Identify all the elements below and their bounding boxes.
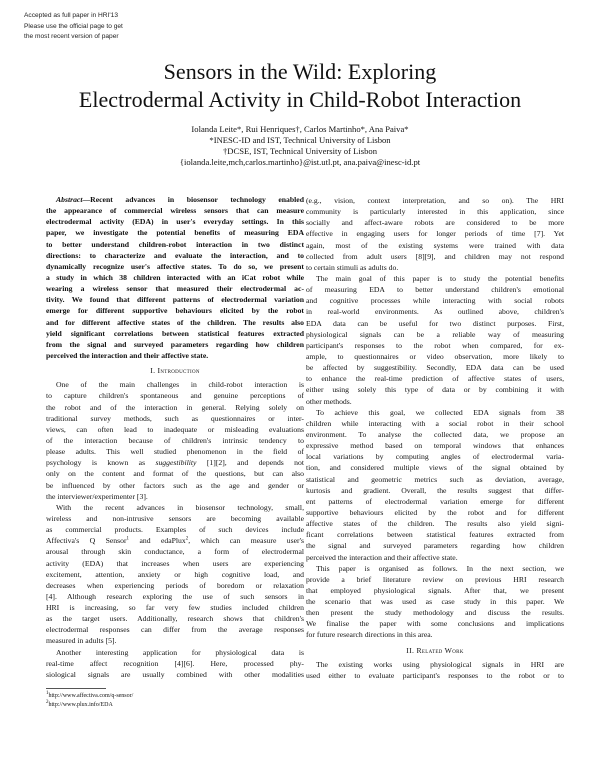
body-line: We finalise the paper with some conclusions and implications [306,619,564,629]
note-line: Please use the official page to get [24,22,123,30]
body-line: perceived the interaction and their affective state. [306,552,458,562]
body-line: ample, to questionnaires or video observation, more likely to [306,351,564,361]
body-line: local variations by computing angles of electrodermal varia- [306,452,564,462]
footnote-number: 1 [46,691,49,697]
body-line: the interviewer/experimenter [3]. [46,491,148,501]
abstract-label: Abstract [56,195,83,204]
body-line: to capture children's spontaneous and genuine perceptions of [46,391,304,401]
body-line: With the recent advances in biosensor technology, small, [56,502,304,512]
footnote-link[interactable]: http://www.affectiva.com/q-sensor/ [48,693,134,700]
note-line: the most recent version of paper [24,33,119,40]
title-line: Sensors in the Wild: Exploring [163,59,437,84]
body-line: siological signals are usually combined with other modalities [46,669,304,679]
footnote-number: 2 [46,700,49,706]
body-line: the robot and of the interaction in general. Relying solely on [46,402,304,412]
abstract-line: directions: to characterize and evaluate the interaction, and to [46,250,304,260]
body-line: excitement, attention, anxiety or high cognitive load, and [46,569,304,579]
text-run: Affectiva's Q Sensor [46,536,127,546]
text-run: , which can measure user's [188,536,304,546]
body-line: arousal through skin conductance, a form of electrodermal [46,547,304,557]
body-line: socially and affect-aware robots are considered to be more [306,218,564,228]
emphasis-suggestibility: suggestibility [155,458,197,468]
abstract-first-line [46,194,304,205]
author-emails: {iolanda.leite,mch,carlos.martinho}@ist.utl.pt, ana.paiva@inesc-id.pt [179,157,421,167]
section-number: I. [150,366,158,376]
body-line: other methods. [306,396,352,406]
body-line: EDA data can be useful for two distinct purposes. First, [306,318,564,328]
paper-title [0,58,600,113]
body-line: be influenced by other factors such as the age and gender or [46,480,304,490]
body-line: the scenario that was used as case study in this paper. We [306,597,564,607]
section-heading-introduction [46,365,304,376]
body-line: community is particularly interested in this application, since [306,207,564,217]
body-line: views, can often lead to inadequate or misleading evaluations [46,424,304,434]
abstract-line: from the signal and surveyed parameters regarding how children [46,339,304,349]
intro-paragraph-4 [306,195,564,273]
body-line: for future research directions in this area. [306,630,433,640]
body-line: of measuring EDA to better understand children's emotional [306,285,564,295]
body-line: measured in adults [5]. [46,636,117,646]
footnote-2 [46,701,304,710]
abstract-text: —Recent advances in biosensor technology enabled [82,195,304,204]
body-line: provide a brief literature review on previous HRI research [306,574,564,584]
body-line: This paper is organised as follows. In the next section, we [316,563,564,573]
abstract-line: electrodermal activity (EDA) in user's everyday settings. In this [46,217,304,227]
intro-paragraph-2 [46,502,304,647]
body-line: as commercial products. Examples of such devices include [46,525,304,535]
abstract-line: perceived the interaction and their affective state. [46,350,209,360]
affiliation: †DCSE, IST, Technical University of Lisbon [223,146,377,156]
body-line: participant's responses to the robot when compared, for ex- [306,340,564,350]
abstract-line: dynamically recognize user's affective states. To do so, we present [46,261,304,271]
intro-paragraph-6 [306,407,564,563]
author-block [0,124,600,168]
abstract [46,194,304,361]
abstract-line: yield significant correlations between statistical features extracted [46,328,304,338]
related-paragraph-1 [306,659,564,681]
title-line: Electrodermal Activity in Child-Robot Interaction [78,86,522,112]
left-column [46,194,304,710]
footnote-link[interactable]: http://www.plux.info/EDA [48,702,113,709]
body-line: HRI is increasing, so far very few studies included children [46,603,304,613]
footnote-rule [46,688,106,689]
body-line [46,535,304,546]
author-names: Iolanda Leite*, Rui Henriques†, Carlos Martinho*, Ana Paiva* [191,124,409,134]
abstract-line: to better understand children-robot interaction in two distinct [46,239,304,249]
intro-paragraph-7 [306,563,564,641]
body-line: of the interaction because of children's intrinsic tendency to [46,435,304,445]
body-line: supportive behaviours elicited by the robot and for different [306,507,564,517]
intro-paragraph-3 [46,647,304,680]
body-line: then present the study methodology and discuss the results. [306,608,564,618]
body-line: tion, and considered multiple views of the signal obtained by [306,463,564,473]
right-column [306,195,564,681]
section-title: Related Work [416,645,464,655]
body-line: electrodermal responses can differ from the average responses [46,625,304,635]
section-heading-related-work [306,645,564,656]
note-line: Accepted as full paper in HRI'13 [24,12,118,19]
body-line: in real-world environments. As outlined above, children's [306,307,564,317]
body-line: children while interacting with a social robot in their school [306,418,564,428]
body-line: kurtosis and gradient. Overall, the results suggest that differ- [306,485,564,495]
abstract-line: a study in which 38 children interacted with an iCat robot while [46,272,304,282]
intro-paragraph-5 [306,273,564,407]
body-line: real-time affect recognition [4][6]. Here, processed phy- [46,658,304,668]
footnote-mark: 2 [185,536,189,542]
body-line: One of the main challenges in child-robot interaction is [56,380,304,390]
body-line: traditional survey methods, such as questionnaires or inter- [46,413,304,423]
body-line: only on the content and format of the questions, but can also [46,469,304,479]
abstract-line: tivity. We found that different patterns of electrodermal variation [46,295,304,305]
body-line: To achieve this goal, we collected EDA signals from 38 [316,407,564,417]
body-line: collected from adult users [8][9], and children may not respond [306,251,564,261]
body-line: again, most of the existing systems were trained with data [306,240,564,250]
text-run: psychology is known as [46,458,156,468]
body-line: decreases when experiencing periods of boredom or relaxation [46,580,304,590]
abstract-line: wearing a wireless sensor that measured their electrodermal ac- [46,284,304,294]
body-line [46,457,304,468]
footnote-1 [46,692,304,701]
body-line: to enhance the real-time prediction of affective states of users, [306,374,564,384]
body-line: please adults. This well studied phenomenon in the field of [46,447,304,457]
body-line: wireless and non-intrusive sensors are becoming available [46,513,304,523]
body-line: [4]. Although research exploring the use of such sensors in [46,591,304,601]
abstract-line: paper, we investigate the potential benefits of measuring EDA [46,228,304,238]
body-line: environment. To analyse the collected data, we propose an [306,429,564,439]
abstract-line: the appearance of commercial wireless sensors that can measure [46,206,304,216]
body-line: The main goal of this paper is to study the potential benefits [316,273,564,283]
body-line: ficant correlations between statistical features extracted from [306,530,564,540]
body-line: expressive method based on temporal windows that enhances [306,441,564,451]
body-line: as the target users. Additionally, research shows that children's [46,614,304,624]
body-line: effective in engaging users for longer periods of time [7]. Yet [306,229,564,239]
body-line: either using solely this type of data or by combining it with [306,385,564,395]
body-line: The existing works using physiological signals in HRI are [316,659,564,669]
text-run: and edaPlux [129,536,186,546]
footnote-mark: 1 [126,536,130,542]
abstract-line: emerge for different supportive behaviours elicited by the robot [46,306,304,316]
abstract-line: and for different affective states of the children. The results also [46,317,304,327]
body-line: that employed physiological signals. After that, we present [306,585,564,595]
body-line: statistical and geometric metrics such as deviation, average, [306,474,564,484]
body-line: Another interesting application for physiological data is [56,647,304,657]
body-line: be affected by suggestibility. Secondly, EDA data can be used [306,363,564,373]
body-line: physiological signals can be a reliable way of measuring [306,329,564,339]
body-line: affective states of the children. The results also yield signi- [306,519,564,529]
intro-paragraph-1 [46,379,304,502]
body-line: and cognitive processes while interacting with social robots [306,296,564,306]
body-line: used either to evaluate participant's responses to the robot or to [306,670,564,680]
body-line: ent patterns of electrodermal variation emerge for different [306,496,564,506]
body-line: activity (EDA) that increases when users are experiencing [46,558,304,568]
body-line: to certain stimuli as adults do. [306,262,399,272]
body-line: the signal and surveyed parameters regarding how children [306,541,564,551]
section-title: Introduction [157,366,200,376]
text-run: [1][2], and depends not [196,458,304,468]
section-number: II. [406,645,417,655]
acceptance-note [24,11,123,43]
affiliation: *INESC-ID and IST, Technical University of Lisbon [209,135,391,145]
body-line: (e.g., vision, context interpretation, and so on). The HRI [306,196,564,205]
